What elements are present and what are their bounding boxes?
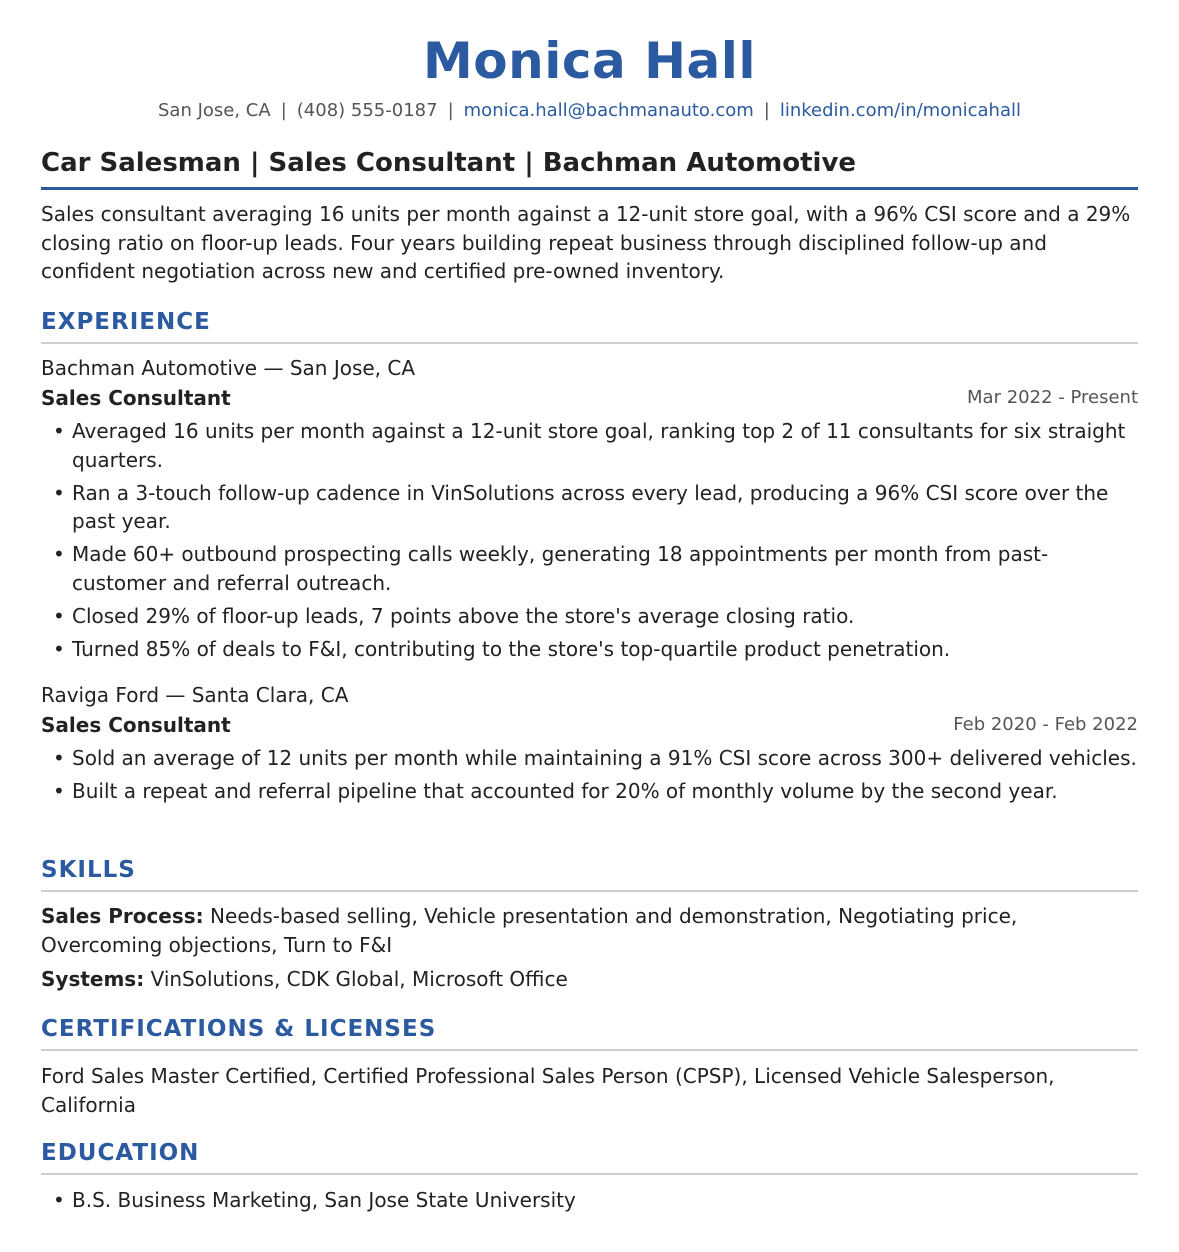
separator: | [280, 100, 287, 121]
phone: (408) 555-0187 [296, 100, 438, 121]
linkedin-link[interactable]: linkedin.com/in/monicahall [779, 100, 1021, 121]
location: San Jose, CA [158, 100, 271, 121]
headline: Car Salesman | Sales Consultant | Bachman Automotive [41, 148, 857, 178]
candidate-name: Monica Hall [423, 32, 756, 90]
skill-group [41, 902, 1138, 959]
list-item: • Turned 85% of deals to F&I, contributing to the store's top-quartile product penetration. [51, 635, 1138, 664]
education-list [51, 1186, 1138, 1219]
section-title-experience: EXPERIENCE [41, 309, 211, 335]
skill-value: VinSolutions, CDK Global, Microsoft Office [150, 967, 568, 991]
list-item: • Sold an average of 12 units per month while maintaining a 91% CSI score across 300+ delivered vehicles. [51, 744, 1138, 773]
job-dates: Feb 2020 - Feb 2022 [953, 714, 1138, 735]
headline-divider [41, 187, 1138, 190]
company-name: Raviga Ford — Santa Clara, CA [41, 683, 349, 707]
section-divider [41, 1049, 1138, 1051]
list-item: • B.S. Business Marketing, San Jose State University [51, 1186, 1138, 1215]
list-item: • Built a repeat and referral pipeline that accounted for 20% of monthly volume by the second year. [51, 777, 1138, 806]
list-item: • Closed 29% of floor-up leads, 7 points above the store's average closing ratio. [51, 602, 1138, 631]
email-link[interactable]: monica.hall@bachmanauto.com [463, 100, 754, 121]
job-title: Sales Consultant [41, 386, 231, 410]
skill-label: Sales Process: [41, 904, 204, 928]
job-dates: Mar 2022 - Present [967, 387, 1138, 408]
job-bullets [51, 744, 1138, 810]
job-bullets [51, 417, 1138, 668]
separator: | [763, 100, 770, 121]
summary: Sales consultant averaging 16 units per month against a 12-unit store goal, with a 96% CSI score and a 29% closing ratio on floor-up leads. Four years building repeat business through disciplined follow-up and confident negotiation across new and certified pre-owned inventory. [41, 202, 1131, 283]
list-item: • Averaged 16 units per month against a 12-unit store goal, ranking top 2 of 11 consultants for six straight quarters. [51, 417, 1138, 474]
list-item: • Ran a 3-touch follow-up cadence in VinSolutions across every lead, producing a 96% CSI score over the past year. [51, 479, 1138, 536]
certifications-text: Ford Sales Master Certified, Certified Professional Sales Person (CPSP), Licensed Vehicle Salesperson, California [41, 1064, 1055, 1117]
section-title-certifications: CERTIFICATIONS & LICENSES [41, 1016, 437, 1042]
section-title-skills: SKILLS [41, 857, 136, 883]
company-name: Bachman Automotive — San Jose, CA [41, 356, 416, 380]
list-item: • Made 60+ outbound prospecting calls weekly, generating 18 appointments per month from past-customer and referral outreach. [51, 540, 1138, 597]
skill-value: Needs-based selling, Vehicle presentation and demonstration, Negotiating price, Overcoming objections, Turn to F&I [41, 904, 1018, 957]
contact-line [41, 100, 1138, 122]
section-title-education: EDUCATION [41, 1140, 200, 1166]
skill-label: Systems: [41, 967, 145, 991]
section-divider [41, 342, 1138, 344]
section-divider [41, 1173, 1138, 1175]
skill-group [41, 965, 1138, 994]
separator: | [447, 100, 454, 121]
job-title: Sales Consultant [41, 713, 231, 737]
section-divider [41, 890, 1138, 892]
